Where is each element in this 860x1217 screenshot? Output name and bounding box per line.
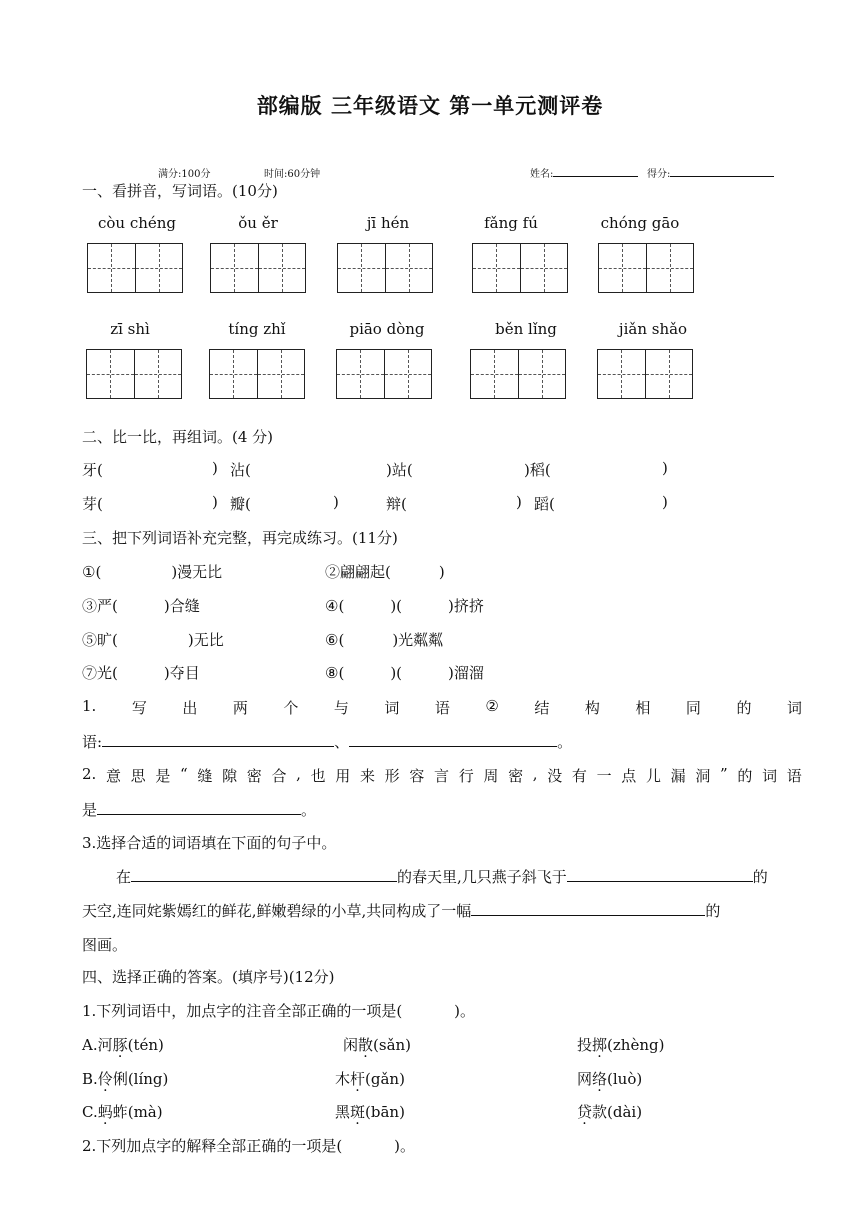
option-b-word-3: 网络(luò)	[577, 1070, 643, 1088]
option-c-word-2: 黑斑(bān)	[335, 1103, 405, 1121]
question-char: ,	[532, 765, 538, 783]
question-char: ,	[296, 765, 301, 783]
writing-grid[interactable]	[597, 349, 693, 399]
question-char: 没	[547, 767, 563, 785]
pinyin-2: ǒu ěr	[238, 214, 278, 232]
question-char: 行	[458, 767, 474, 785]
compare-item: 牙(	[82, 461, 103, 479]
question-3-1-answer: 语: 、 。	[82, 733, 573, 751]
answer-blank[interactable]	[349, 732, 557, 747]
question-char: 来	[359, 767, 375, 785]
answer-blank[interactable]	[567, 867, 753, 882]
question-char: 出	[182, 699, 198, 717]
answer-blank[interactable]	[97, 800, 301, 815]
idiom-6: ⑥( )光粼粼	[325, 631, 444, 649]
pinyin-10: jiǎn shǎo	[618, 320, 688, 338]
question-char: 容	[409, 767, 425, 785]
pinyin-7: tíng zhǐ	[228, 320, 286, 338]
compare-item: 蹈(	[534, 495, 555, 513]
compare-item: 辩(	[386, 495, 407, 513]
question-4-2: 2.下列加点字的解释全部正确的一项是( )。	[82, 1137, 416, 1155]
question-char: 个	[283, 699, 299, 717]
pinyin-1: còu chéng	[97, 214, 177, 232]
question-char: 的	[737, 767, 753, 785]
question-char: 语	[434, 699, 450, 717]
answer-blank[interactable]	[471, 901, 705, 916]
option-b-word-2: 木杆(gǎn)	[335, 1070, 405, 1088]
score-label: 得分:	[647, 169, 671, 180]
question-char: 儿	[645, 767, 661, 785]
question-char: 同	[685, 699, 701, 717]
question-char: 词	[786, 699, 802, 717]
option-c-word-3: 贷款(dài)	[577, 1103, 643, 1121]
pinyin-8: piāo dòng	[349, 320, 425, 338]
name-label: 姓名:	[530, 169, 554, 180]
page-title: 部编版 三年级语文 第一单元测评卷	[256, 93, 604, 118]
option-a-word-2: 闲散(sǎn)	[343, 1036, 412, 1054]
question-char: 词	[384, 699, 400, 717]
compare-paren: )	[333, 493, 339, 511]
question-char: 漏	[670, 767, 686, 785]
question-3-2	[82, 765, 802, 786]
question-char: 有	[571, 767, 587, 785]
compare-paren: )	[212, 493, 218, 511]
question-char: 的	[736, 699, 752, 717]
answer-blank[interactable]	[102, 732, 334, 747]
question-3-2-answer: 是 。	[82, 801, 317, 819]
idiom-5: ⑤旷( )无比	[82, 631, 224, 649]
question-char: 一	[596, 767, 612, 785]
option-c[interactable]: C.蚂蚱(mà)	[82, 1103, 163, 1121]
question-char: 也	[310, 767, 326, 785]
question-char: 周	[483, 767, 499, 785]
pinyin-9: běn lǐng	[495, 320, 557, 338]
question-char: 2.	[82, 765, 97, 783]
question-char: 形	[384, 767, 400, 785]
question-char: 词	[762, 767, 778, 785]
question-char: 相	[635, 699, 651, 717]
question-char: 与	[333, 699, 349, 717]
option-b[interactable]: B.伶俐(líng)	[82, 1070, 169, 1088]
student-name-field[interactable]	[530, 165, 638, 180]
question-3-1	[82, 697, 802, 718]
question-char: 构	[584, 699, 600, 717]
writing-grid[interactable]	[210, 243, 306, 293]
compare-paren: )	[516, 493, 522, 511]
question-char: “	[180, 765, 188, 783]
pinyin-5: chóng gāo	[600, 214, 680, 232]
section-1-heading: 一、看拼音，写词语。(10分)	[82, 182, 278, 200]
pinyin-4: fǎng fú	[484, 214, 538, 232]
question-char: 点	[621, 767, 637, 785]
question-char: 合	[271, 767, 287, 785]
writing-grid[interactable]	[472, 243, 568, 293]
question-char: 写	[131, 699, 147, 717]
compare-item: )稻(	[524, 461, 551, 479]
pinyin-3: jī hén	[366, 214, 410, 232]
question-char: 结	[534, 699, 550, 717]
compare-item: )站(	[386, 461, 413, 479]
writing-grid[interactable]	[87, 243, 183, 293]
pinyin-6: zī shì	[110, 320, 150, 338]
q3-sentence-line1: 在 的春天里,几只燕子斜飞于 的	[116, 868, 768, 886]
writing-grid[interactable]	[598, 243, 694, 293]
idiom-3: ③严( )合缝	[82, 597, 200, 615]
question-char: 洞	[695, 767, 711, 785]
question-char: 密	[246, 767, 262, 785]
question-3-3: 3.选择合适的词语填在下面的句子中。	[82, 834, 337, 852]
compare-item: 沾(	[230, 461, 251, 479]
question-char: 两	[232, 699, 248, 717]
question-char: 隙	[222, 767, 238, 785]
writing-grid[interactable]	[336, 349, 432, 399]
question-char: 是	[155, 767, 171, 785]
section-3-heading: 三、把下列词语补充完整，再完成练习。(11分)	[82, 529, 398, 547]
question-char: 言	[434, 767, 450, 785]
idiom-4: ④( )( )挤挤	[325, 597, 484, 615]
compare-item: 芽(	[82, 495, 103, 513]
question-4-1: 1.下列词语中，加点字的注音全部正确的一项是( )。	[82, 1002, 476, 1020]
question-char: 用	[335, 767, 351, 785]
compare-paren: )	[662, 493, 668, 511]
question-char: 缝	[197, 767, 213, 785]
q3-sentence-line2: 天空,连同姹紫嫣红的鲜花,鲜嫩碧绿的小草,共同构成了一幅 的	[82, 902, 721, 920]
question-char: 思	[130, 767, 146, 785]
option-a-word-3: 投掷(zhèng)	[577, 1036, 665, 1054]
q3-sentence-line3: 图画。	[82, 936, 128, 954]
writing-grid[interactable]	[337, 243, 433, 293]
score-blank[interactable]	[670, 166, 774, 177]
question-char: ”	[720, 765, 728, 783]
compare-paren: )	[662, 459, 668, 477]
name-blank[interactable]	[553, 166, 638, 177]
question-char: 语	[786, 767, 802, 785]
idiom-1: ①( )漫无比	[82, 563, 223, 581]
question-char: 1.	[82, 697, 97, 715]
writing-grid[interactable]	[86, 349, 182, 399]
question-char: 意	[105, 767, 121, 785]
compare-item: 瓣(	[230, 495, 251, 513]
writing-grid[interactable]	[470, 349, 566, 399]
full-score: 满分:100分	[158, 169, 211, 180]
time-limit: 时间:60分钟	[264, 169, 321, 180]
idiom-2: ②翩翩起( )	[325, 563, 445, 581]
compare-paren: )	[212, 459, 218, 477]
answer-blank[interactable]	[131, 867, 397, 882]
question-char: ②	[485, 697, 499, 715]
section-2-heading: 二、比一比，再组词。(4 分)	[82, 428, 274, 446]
section-4-heading: 四、选择正确的答案。(填序号)(12分)	[82, 968, 335, 986]
idiom-8: ⑧( )( )溜溜	[325, 664, 484, 682]
writing-grid[interactable]	[209, 349, 305, 399]
score-field[interactable]	[647, 165, 774, 180]
idiom-7: ⑦光( )夺目	[82, 664, 200, 682]
question-char: 密	[508, 767, 524, 785]
option-a[interactable]: A.河豚(tén)	[82, 1036, 164, 1054]
